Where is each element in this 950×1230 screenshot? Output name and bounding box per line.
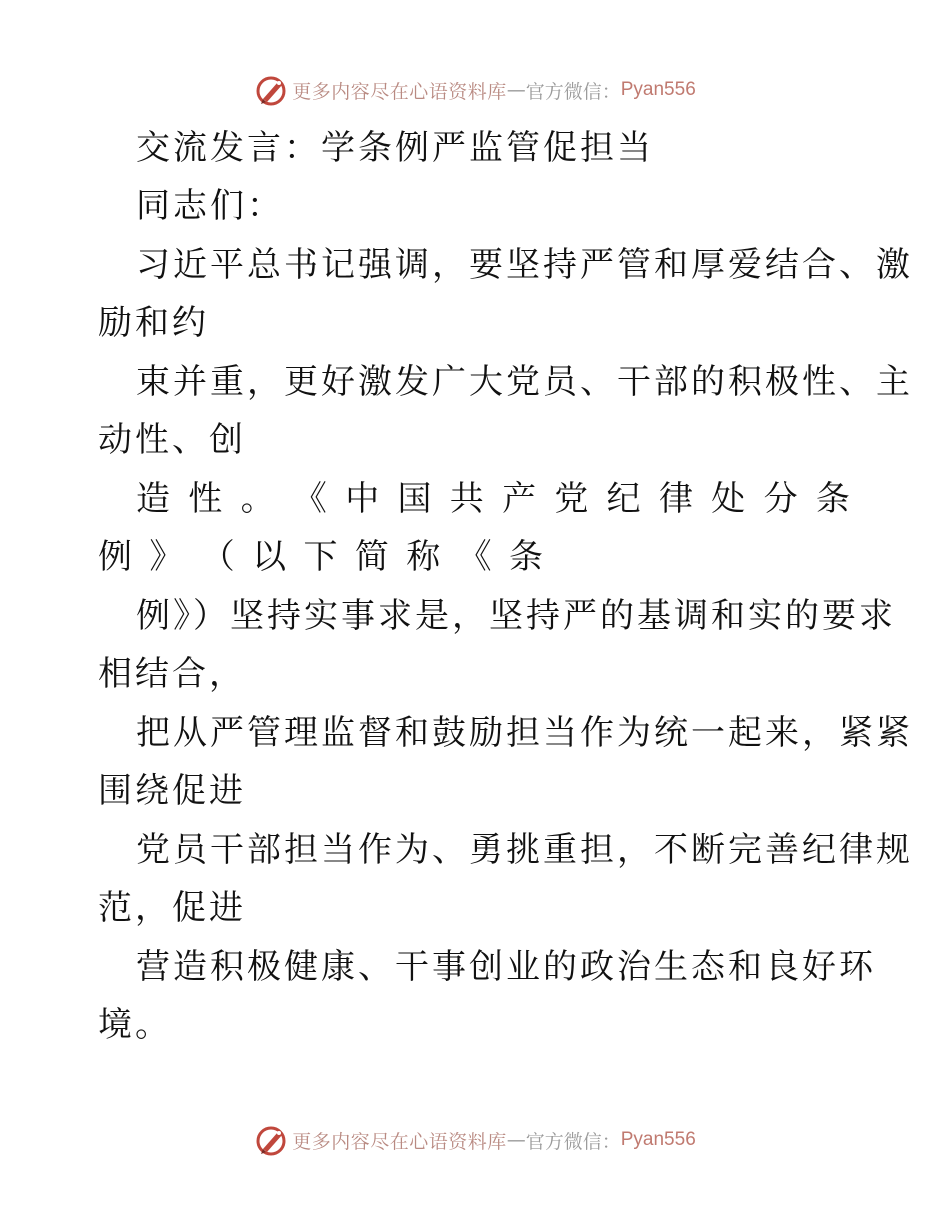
banner-wechat-label: 官方微信： [525, 1130, 621, 1153]
footer-banner [0, 1120, 950, 1160]
doc-char: 条 [815, 479, 850, 519]
doc-line-justified [98, 537, 543, 577]
banner-dash: — [506, 1129, 526, 1151]
doc-char: 律 [658, 479, 693, 519]
pen-ring-logo-icon [254, 73, 288, 107]
doc-char: 简 [354, 537, 389, 577]
doc-char: 条 [509, 537, 543, 577]
banner-wechat-id: Pyan556 [620, 1129, 696, 1150]
doc-line: 范，促进 [98, 888, 246, 928]
doc-line: 营造积极健康、干事创业的政治生态和良好环 [136, 947, 876, 987]
doc-char: 中 [345, 479, 380, 519]
doc-char: 产 [502, 479, 537, 519]
doc-char: 国 [397, 479, 432, 519]
doc-char: 造 [136, 479, 170, 519]
doc-char: 称 [406, 537, 441, 577]
doc-char: 处 [711, 479, 746, 519]
doc-char: 性 [188, 479, 223, 519]
doc-line: 束并重，更好激发广大党员、干部的积极性、主 [136, 362, 913, 402]
doc-line: 党员干部担当作为、勇挑重担，不断完善纪律规 [136, 830, 913, 870]
doc-char: 》 [149, 537, 184, 577]
doc-line: 把从严管理监督和鼓励担当作为统一起来，紧紧 [136, 713, 913, 753]
doc-char: 党 [554, 479, 589, 519]
doc-char: 纪 [606, 479, 641, 519]
banner-dash: — [506, 79, 526, 101]
doc-line: 动性、创 [98, 420, 246, 460]
banner-text: 更多内容尽在心语资料库 [292, 1130, 507, 1153]
doc-line: 习近平总书记强调，要坚持严管和厚爱结合、激 [136, 245, 913, 285]
doc-char: 。 [240, 479, 275, 519]
banner-wechat-id: Pyan556 [620, 79, 696, 100]
doc-char: 分 [763, 479, 798, 519]
banner-wechat-label: 官方微信： [525, 80, 621, 103]
doc-char: 例 [98, 537, 132, 577]
doc-line: 励和约 [98, 303, 209, 343]
doc-line: 围绕促进 [98, 771, 246, 811]
doc-char: 下 [303, 537, 338, 577]
doc-line: 相结合， [98, 654, 246, 694]
banner-text: 更多内容尽在心语资料库 [292, 80, 507, 103]
doc-line: 例》）坚持实事求是，坚持严的基调和实的要求 [136, 596, 896, 636]
doc-char: 《 [457, 537, 492, 577]
doc-char: 共 [449, 479, 484, 519]
doc-char: 《 [292, 479, 327, 519]
doc-line: 境。 [98, 1005, 172, 1045]
doc-char: （ [200, 537, 235, 577]
doc-char: 以 [252, 537, 287, 577]
pen-ring-logo-icon [254, 1123, 288, 1157]
doc-greeting: 同志们： [136, 186, 284, 226]
header-banner [0, 70, 950, 110]
doc-line-justified [136, 479, 850, 519]
doc-title: 交流发言：学条例严监管促担当 [136, 128, 654, 168]
